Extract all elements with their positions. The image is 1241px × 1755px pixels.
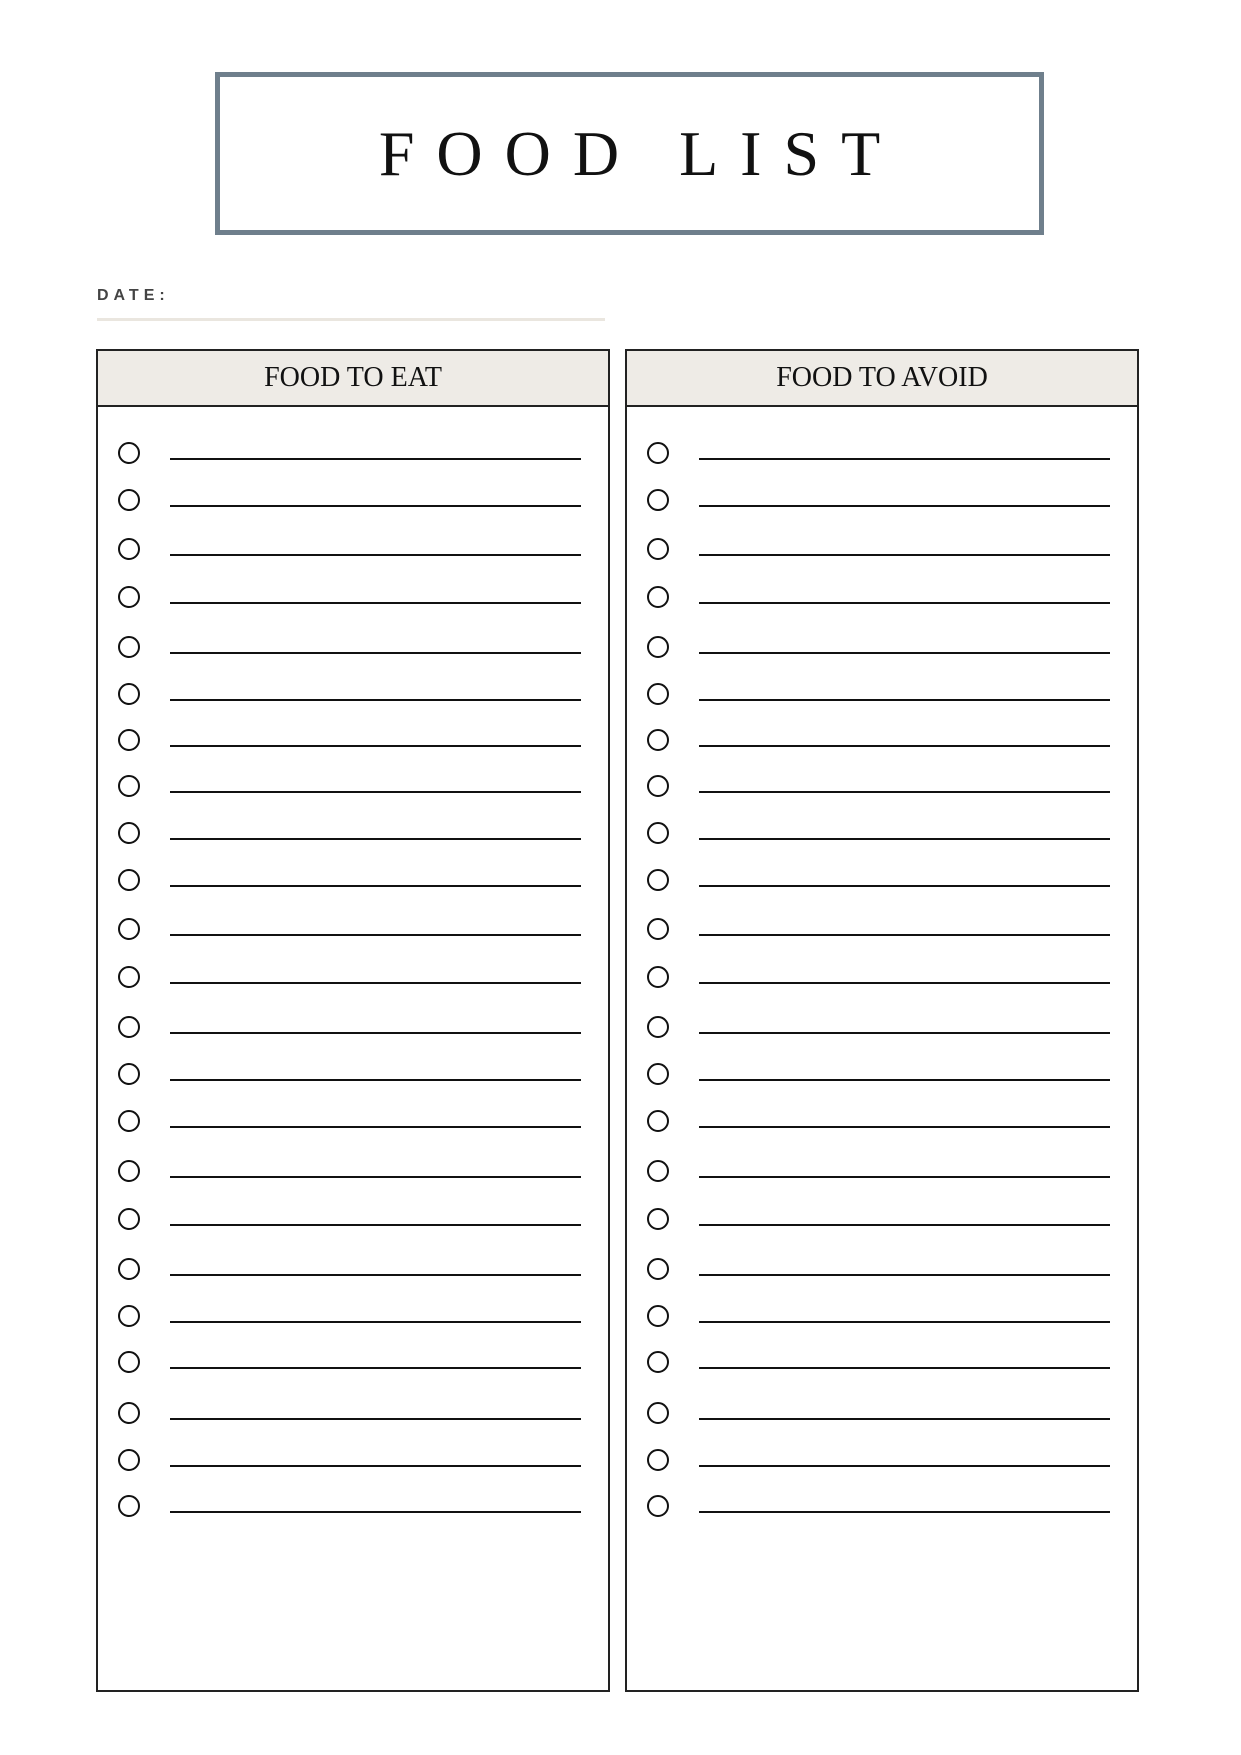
empty-circle-icon[interactable] [647,918,669,940]
avoid-checklist-row [627,438,1137,468]
empty-circle-icon[interactable] [118,775,140,797]
eat-checklist-row [98,679,608,709]
eat-write-line[interactable] [170,1511,581,1513]
avoid-checklist-row [627,1156,1137,1186]
empty-circle-icon[interactable] [647,775,669,797]
avoid-write-line[interactable] [699,791,1110,793]
eat-checklist-row [98,1012,608,1042]
eat-checklist-row [98,485,608,515]
food-to-eat-column [96,349,610,1692]
eat-checklist-row [98,865,608,895]
food-to-avoid-column [625,349,1139,1692]
avoid-checklist-row [627,1059,1137,1089]
eat-write-line[interactable] [170,1224,581,1226]
empty-circle-icon[interactable] [647,1449,669,1471]
avoid-write-line[interactable] [699,838,1110,840]
eat-write-line[interactable] [170,885,581,887]
empty-circle-icon[interactable] [118,1160,140,1182]
empty-circle-icon[interactable] [118,1063,140,1085]
food-to-avoid-header: FOOD TO AVOID [627,351,1137,407]
empty-circle-icon[interactable] [118,538,140,560]
eat-checklist-row [98,438,608,468]
eat-write-line[interactable] [170,1465,581,1467]
eat-write-line[interactable] [170,652,581,654]
empty-circle-icon[interactable] [647,442,669,464]
eat-write-line[interactable] [170,982,581,984]
avoid-checklist-row [627,1445,1137,1475]
avoid-checklist-row [627,1106,1137,1136]
eat-checklist-row [98,771,608,801]
eat-checklist-row [98,1059,608,1089]
page-title: FOOD LIST [378,117,903,189]
empty-circle-icon[interactable] [647,683,669,705]
avoid-write-line[interactable] [699,699,1110,701]
eat-write-line[interactable] [170,1032,581,1034]
empty-circle-icon[interactable] [118,1449,140,1471]
avoid-checklist-row [627,1398,1137,1428]
eat-checklist-row [98,962,608,992]
empty-circle-icon[interactable] [118,1351,140,1373]
avoid-checklist-row [627,1301,1137,1331]
avoid-checklist-row [627,1012,1137,1042]
avoid-write-line[interactable] [699,934,1110,936]
avoid-write-line[interactable] [699,1224,1110,1226]
eat-write-line[interactable] [170,1126,581,1128]
empty-circle-icon[interactable] [118,1495,140,1517]
eat-write-line[interactable] [170,1079,581,1081]
empty-circle-icon[interactable] [647,1110,669,1132]
eat-checklist-row [98,1106,608,1136]
empty-circle-icon[interactable] [647,586,669,608]
avoid-write-line[interactable] [699,554,1110,556]
date-label: DATE: [97,287,170,304]
empty-circle-icon[interactable] [647,1208,669,1230]
title-box [215,72,1044,235]
eat-checklist-row [98,632,608,662]
avoid-write-line[interactable] [699,505,1110,507]
avoid-write-line[interactable] [699,1418,1110,1420]
empty-circle-icon[interactable] [118,966,140,988]
avoid-checklist-row [627,1254,1137,1284]
empty-circle-icon[interactable] [647,1402,669,1424]
avoid-write-line[interactable] [699,1321,1110,1323]
empty-circle-icon[interactable] [647,538,669,560]
eat-write-line[interactable] [170,934,581,936]
avoid-checklist-row [627,914,1137,944]
empty-circle-icon[interactable] [647,729,669,751]
eat-write-line[interactable] [170,1418,581,1420]
avoid-write-line[interactable] [699,745,1110,747]
avoid-write-line[interactable] [699,982,1110,984]
empty-circle-icon[interactable] [647,1016,669,1038]
eat-checklist-row [98,1445,608,1475]
empty-circle-icon[interactable] [118,729,140,751]
avoid-write-line[interactable] [699,602,1110,604]
avoid-write-line[interactable] [699,652,1110,654]
empty-circle-icon[interactable] [647,1305,669,1327]
eat-checklist-row [98,1156,608,1186]
avoid-write-line[interactable] [699,1079,1110,1081]
avoid-checklist-row [627,865,1137,895]
empty-circle-icon[interactable] [118,869,140,891]
empty-circle-icon[interactable] [647,822,669,844]
avoid-write-line[interactable] [699,885,1110,887]
empty-circle-icon[interactable] [118,489,140,511]
empty-circle-icon[interactable] [647,966,669,988]
eat-write-line[interactable] [170,458,581,460]
avoid-checklist-row [627,632,1137,662]
eat-write-line[interactable] [170,745,581,747]
empty-circle-icon[interactable] [647,1495,669,1517]
eat-checklist-row [98,1491,608,1521]
avoid-checklist-row [627,534,1137,564]
eat-write-line[interactable] [170,1274,581,1276]
empty-circle-icon[interactable] [118,1110,140,1132]
avoid-checklist-row [627,771,1137,801]
eat-checklist-row [98,1398,608,1428]
empty-circle-icon[interactable] [647,489,669,511]
avoid-write-line[interactable] [699,1465,1110,1467]
empty-circle-icon[interactable] [647,1160,669,1182]
avoid-write-line[interactable] [699,1126,1110,1128]
empty-circle-icon[interactable] [118,822,140,844]
avoid-checklist-row [627,818,1137,848]
empty-circle-icon[interactable] [118,1305,140,1327]
empty-circle-icon[interactable] [118,1402,140,1424]
avoid-checklist-row [627,485,1137,515]
avoid-checklist-row [627,725,1137,755]
eat-checklist-row [98,818,608,848]
empty-circle-icon[interactable] [647,869,669,891]
empty-circle-icon[interactable] [118,1208,140,1230]
eat-write-line[interactable] [170,791,581,793]
avoid-write-line[interactable] [699,1032,1110,1034]
eat-checklist-row [98,582,608,612]
avoid-checklist-row [627,1347,1137,1377]
eat-checklist-row [98,534,608,564]
empty-circle-icon[interactable] [118,683,140,705]
empty-circle-icon[interactable] [118,1258,140,1280]
empty-circle-icon[interactable] [647,1258,669,1280]
eat-checklist-row [98,1204,608,1234]
empty-circle-icon[interactable] [118,1016,140,1038]
eat-write-line[interactable] [170,838,581,840]
eat-write-line[interactable] [170,1321,581,1323]
avoid-checklist-row [627,679,1137,709]
avoid-checklist-row [627,582,1137,612]
avoid-checklist-row [627,962,1137,992]
eat-write-line[interactable] [170,554,581,556]
eat-checklist-row [98,1254,608,1284]
empty-circle-icon[interactable] [118,442,140,464]
eat-write-line[interactable] [170,1367,581,1369]
avoid-write-line[interactable] [699,1367,1110,1369]
empty-circle-icon[interactable] [118,586,140,608]
avoid-checklist-row [627,1204,1137,1234]
eat-checklist-row [98,725,608,755]
avoid-write-line[interactable] [699,458,1110,460]
eat-write-line[interactable] [170,1176,581,1178]
food-to-eat-header: FOOD TO EAT [98,351,608,407]
avoid-write-line[interactable] [699,1511,1110,1513]
avoid-checklist-row [627,1491,1137,1521]
eat-checklist-row [98,1301,608,1331]
date-field-line[interactable] [97,318,605,321]
avoid-write-line[interactable] [699,1176,1110,1178]
eat-checklist-row [98,1347,608,1377]
empty-circle-icon[interactable] [647,1063,669,1085]
empty-circle-icon[interactable] [647,636,669,658]
empty-circle-icon[interactable] [647,1351,669,1373]
avoid-write-line[interactable] [699,1274,1110,1276]
eat-write-line[interactable] [170,505,581,507]
empty-circle-icon[interactable] [118,636,140,658]
eat-write-line[interactable] [170,699,581,701]
eat-write-line[interactable] [170,602,581,604]
eat-checklist-row [98,914,608,944]
empty-circle-icon[interactable] [118,918,140,940]
